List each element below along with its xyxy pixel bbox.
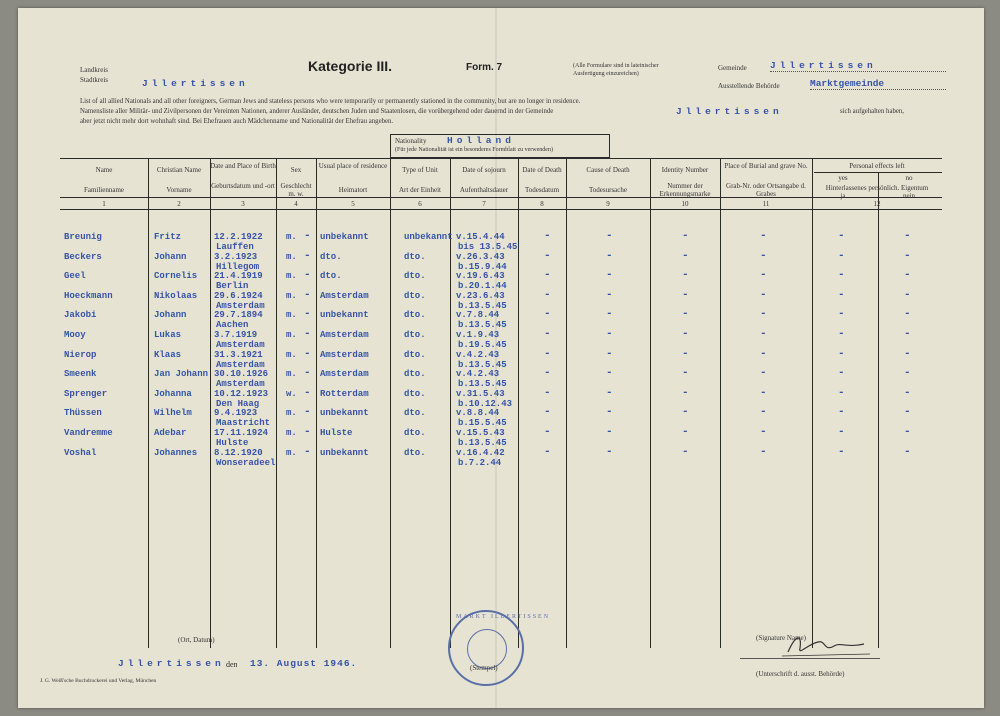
col4-de: Geschlecht m. w. — [280, 182, 312, 198]
cell-birth-date: 30.10.1926 — [214, 369, 269, 379]
dash-mark: - — [760, 367, 767, 379]
dash-mark: - — [904, 328, 911, 340]
dash-mark: - — [606, 269, 613, 281]
cell-unit: dto. — [404, 408, 426, 418]
dash-mark: - — [760, 446, 767, 458]
signature-name-label: (Signature Name) — [756, 634, 806, 642]
col4-num: 4 — [294, 200, 298, 208]
dash-mark: - — [904, 250, 911, 262]
dash-mark: - — [606, 328, 613, 340]
cell-sojourn-from: v.8.8.44 — [456, 408, 500, 418]
col10-de: Nummer der Erkennungsmarke — [659, 182, 711, 198]
col-divider-1 — [148, 158, 149, 648]
dash-mark: - — [904, 308, 911, 320]
dash-mark: - — [904, 446, 911, 458]
dash-mark: - — [904, 406, 911, 418]
cell-vorname: Wilhelm — [154, 408, 192, 418]
col12-yes: yes — [838, 174, 848, 182]
dash-mark: - — [304, 289, 311, 301]
cell-residence: unbekannt — [320, 310, 369, 320]
cell-sex: m. — [286, 271, 297, 281]
cell-sojourn-from: v.4.2.43 — [456, 350, 500, 360]
cell-residence: dto. — [320, 271, 342, 281]
col11-de: Grab-Nr. oder Ortsangabe d. Grabes — [726, 182, 806, 198]
cell-sojourn-from: v.7.8.44 — [456, 310, 500, 320]
cell-vorname: Fritz — [154, 232, 182, 242]
cell-sex: m. — [286, 369, 297, 379]
col7-de: Aufenthaltsdauer — [459, 186, 509, 194]
cell-birth-date: 29.6.1924 — [214, 291, 263, 301]
dash-mark: - — [544, 387, 551, 399]
dash-mark: - — [682, 348, 689, 360]
col8-num: 8 — [540, 200, 544, 208]
dash-mark: - — [760, 406, 767, 418]
dash-mark: - — [682, 426, 689, 438]
cell-birth-date: 31.3.1921 — [214, 350, 263, 360]
cell-vorname: Johann — [154, 310, 187, 320]
col11-en: Place of Burial and grave No. — [724, 162, 808, 170]
cell-sojourn-from: v.15.5.43 — [456, 428, 505, 438]
dash-mark: - — [838, 367, 845, 379]
col12-num: 12 — [873, 200, 881, 208]
col1-num: 1 — [102, 200, 106, 208]
footer-place: Jllertissen — [118, 658, 225, 669]
col2-en: Christian Name — [156, 166, 202, 174]
col5-de: Heimatort — [338, 186, 368, 194]
cell-vorname: Johanna — [154, 389, 192, 399]
behoerde-label: Ausstellende Behörde — [718, 82, 780, 90]
cell-sojourn-from: v.15.4.44 — [456, 232, 505, 242]
cell-name: Hoeckmann — [64, 291, 113, 301]
dash-mark: - — [760, 269, 767, 281]
dash-mark: - — [682, 446, 689, 458]
cell-birth-date: 10.12.1923 — [214, 389, 269, 399]
cell-birth-date: 8.12.1920 — [214, 448, 263, 458]
cell-birth-date: 3.2.1923 — [214, 252, 258, 262]
behoerde-value: Marktgemeinde — [810, 78, 946, 90]
cell-sojourn-to: b.13.5.45 — [458, 301, 507, 311]
form-number: Form. 7 — [466, 62, 503, 73]
cell-sex: m. — [286, 310, 297, 320]
cell-residence: Amsterdam — [320, 369, 369, 379]
col5-num: 5 — [351, 200, 355, 208]
col9-en: Cause of Death — [586, 166, 630, 174]
cell-birth-date: 3.7.1919 — [214, 330, 258, 340]
cell-unit: dto. — [404, 271, 426, 281]
col-divider-9 — [650, 158, 651, 648]
cell-unit: unbekannt — [404, 232, 453, 242]
col5-en: Usual place of residence — [318, 162, 388, 170]
cell-unit: dto. — [404, 330, 426, 340]
cell-name: Smeenk — [64, 369, 97, 379]
cell-unit: dto. — [404, 428, 426, 438]
cell-unit: dto. — [404, 448, 426, 458]
dash-mark: - — [606, 348, 613, 360]
col3-en: Date and Place of Birth — [210, 162, 276, 170]
cell-residence: unbekannt — [320, 448, 369, 458]
dash-mark: - — [606, 367, 613, 379]
ort-datum-label: (Ort, Datum) — [178, 636, 215, 644]
dash-mark: - — [304, 230, 311, 242]
cell-unit: dto. — [404, 291, 426, 301]
cell-sojourn-to: b.7.2.44 — [458, 458, 502, 468]
dash-mark: - — [760, 328, 767, 340]
cell-birth-date: 21.4.1919 — [214, 271, 263, 281]
col-divider-5 — [390, 158, 391, 648]
cell-vorname: Jan Johann — [154, 369, 209, 379]
dash-mark: - — [544, 348, 551, 360]
cell-name: Sprenger — [64, 389, 108, 399]
stamp-emblem — [467, 629, 507, 669]
form-note: (Alle Formulare sind in lateinischer Ausfertigung einzureichen) — [573, 63, 659, 77]
col12-de: Hinterlassenes persönlich. Eigentum — [825, 184, 929, 192]
dash-mark: - — [304, 367, 311, 379]
footer-den: den — [226, 660, 238, 669]
col10-en: Identity Number — [661, 166, 709, 174]
intro-german-line2: aber jetzt nicht mehr dort wohnhaft sind. Bei Ehefrauen auch Mädchenname und Nationalität der Ehefrau angeben. — [80, 118, 394, 125]
cell-residence: Rotterdam — [320, 389, 369, 399]
signature-rule — [740, 658, 880, 659]
cell-birth-place: Berlin — [216, 281, 249, 291]
dash-mark: - — [304, 426, 311, 438]
cell-birth-place: Lauffen — [216, 242, 254, 252]
cell-sex: w. — [286, 389, 297, 399]
cell-birth-place: Den Haag — [216, 399, 260, 409]
dash-mark: - — [838, 250, 845, 262]
cell-name: Thüssen — [64, 408, 102, 418]
cell-sojourn-to: b.15.9.44 — [458, 262, 507, 272]
cell-sojourn-to: b.20.1.44 — [458, 281, 507, 291]
col-divider-12 — [878, 172, 879, 648]
cell-sex: m. — [286, 408, 297, 418]
gemeinde-value: Jllertissen — [770, 60, 946, 72]
dash-mark: - — [838, 348, 845, 360]
dash-mark: - — [304, 250, 311, 262]
dash-mark: - — [682, 269, 689, 281]
dash-mark: - — [544, 446, 551, 458]
dash-mark: - — [606, 250, 613, 262]
nationality-note: (Für jede Nationalität ist ein besonderes Formblatt zu verwenden) — [395, 147, 553, 153]
cell-birth-place: Amsterdam — [216, 360, 265, 370]
dash-mark: - — [760, 387, 767, 399]
col1-de: Familienname — [83, 186, 125, 194]
dash-mark: - — [682, 387, 689, 399]
col6-num: 6 — [418, 200, 422, 208]
dash-mark: - — [838, 387, 845, 399]
cell-name: Jakobi — [64, 310, 97, 320]
dash-mark: - — [838, 328, 845, 340]
cell-sex: m. — [286, 448, 297, 458]
cell-sojourn-from: v.23.6.43 — [456, 291, 505, 301]
cell-vorname: Johann — [154, 252, 187, 262]
unterschrift-label: (Unterschrift d. ausst. Behörde) — [756, 670, 845, 678]
cell-birth-date: 12.2.1922 — [214, 232, 263, 242]
col12-ja: ja — [840, 192, 846, 200]
cell-sojourn-from: v.26.3.43 — [456, 252, 505, 262]
cell-sojourn-to: b.13.5.45 — [458, 360, 507, 370]
dash-mark: - — [544, 367, 551, 379]
cell-sojourn-from: v.1.9.43 — [456, 330, 500, 340]
col-divider-4 — [316, 158, 317, 648]
intro-german-end: sich aufgehalten haben, — [840, 108, 904, 115]
dash-mark: - — [904, 230, 911, 242]
col7-num: 7 — [482, 200, 486, 208]
cell-sojourn-to: b.13.5.45 — [458, 438, 507, 448]
dash-mark: - — [838, 426, 845, 438]
col-divider-3 — [276, 158, 277, 648]
cell-sex: m. — [286, 252, 297, 262]
dash-mark: - — [838, 308, 845, 320]
col2-de: Vorname — [166, 186, 192, 194]
col-divider-7 — [518, 158, 519, 648]
intro-german: Namensliste aller Militär- und Zivilpersonen der Vereinten Nationen, anderer Ausländer, deutschen Juden und Staatenlosen, die vorübergehend oder dauernd in der Gemeinde — [80, 108, 554, 115]
cell-sojourn-to: b.19.5.45 — [458, 340, 507, 350]
dash-mark: - — [682, 289, 689, 301]
dash-mark: - — [838, 269, 845, 281]
dash-mark: - — [304, 348, 311, 360]
cell-sex: m. — [286, 232, 297, 242]
cell-birth-date: 17.11.1924 — [214, 428, 269, 438]
cell-birth-place: Amsterdam — [216, 379, 265, 389]
footer-date: 13. August 1946. — [250, 658, 358, 669]
cell-sojourn-to: bis 13.5.45 — [458, 242, 518, 252]
dash-mark: - — [838, 446, 845, 458]
dash-mark: - — [760, 308, 767, 320]
col3-de: Geburtsdatum und -ort — [211, 182, 275, 190]
cell-birth-place: Amsterdam — [216, 340, 265, 350]
cell-unit: dto. — [404, 310, 426, 320]
dash-mark: - — [304, 308, 311, 320]
dash-mark: - — [606, 406, 613, 418]
dash-mark: - — [904, 387, 911, 399]
table-top-rule — [60, 158, 942, 159]
cell-sojourn-from: v.4.2.43 — [456, 369, 500, 379]
intro-english: List of all allied Nationals and all other foreigners, German Jews and stateless persons who were temporarily or permanently stationed in the community, but are no longer in residence. — [80, 98, 581, 105]
cell-sojourn-to: b.13.5.45 — [458, 320, 507, 330]
cell-vorname: Johannes — [154, 448, 198, 458]
dash-mark: - — [682, 406, 689, 418]
dash-mark: - — [760, 348, 767, 360]
stadtkreis-label: Stadtkreis — [80, 76, 108, 84]
col9-de: Todesursache — [589, 186, 627, 194]
dash-mark: - — [304, 328, 311, 340]
col7-en: Date of sojourn — [462, 166, 506, 174]
dash-mark: - — [682, 250, 689, 262]
dash-mark: - — [838, 406, 845, 418]
stempel-label: (Stempel) — [470, 664, 498, 672]
cell-name: Vandremme — [64, 428, 113, 438]
dash-mark: - — [760, 230, 767, 242]
dash-mark: - — [904, 367, 911, 379]
dash-mark: - — [760, 250, 767, 262]
cell-name: Nierop — [64, 350, 97, 360]
cell-unit: dto. — [404, 350, 426, 360]
landkreis-value: Jllertissen — [142, 78, 249, 89]
cell-residence: Amsterdam — [320, 291, 369, 301]
dash-mark: - — [544, 328, 551, 340]
dash-mark: - — [682, 328, 689, 340]
dash-mark: - — [606, 387, 613, 399]
cell-sojourn-to: b.13.5.45 — [458, 379, 507, 389]
dash-mark: - — [682, 367, 689, 379]
dash-mark: - — [682, 230, 689, 242]
col4-en: Sex — [290, 166, 302, 174]
col1-en: Name — [95, 166, 113, 174]
col10-num: 10 — [681, 200, 689, 208]
cell-birth-date: 29.7.1894 — [214, 310, 263, 320]
cell-birth-place: Hulste — [216, 438, 249, 448]
cell-vorname: Klaas — [154, 350, 182, 360]
cell-sojourn-to: b.15.5.45 — [458, 418, 507, 428]
dash-mark: - — [760, 289, 767, 301]
cell-unit: dto. — [404, 389, 426, 399]
col-divider-2 — [210, 158, 211, 648]
dash-mark: - — [904, 289, 911, 301]
cell-sex: m. — [286, 350, 297, 360]
cell-unit: dto. — [404, 252, 426, 262]
cell-birth-date: 9.4.1923 — [214, 408, 258, 418]
cell-birth-place: Maastricht — [216, 418, 271, 428]
cell-sex: m. — [286, 291, 297, 301]
cell-residence: Amsterdam — [320, 330, 369, 340]
dash-mark: - — [304, 269, 311, 281]
col2-num: 2 — [177, 200, 181, 208]
dash-mark: - — [904, 269, 911, 281]
dash-mark: - — [304, 387, 311, 399]
printer-note: J. G. Weiß'sche Buchdruckerei und Verlag, München — [40, 678, 157, 684]
cell-sojourn-from: v.16.4.42 — [456, 448, 505, 458]
dash-mark: - — [606, 230, 613, 242]
table-number-rule — [60, 209, 942, 210]
cell-sex: m. — [286, 330, 297, 340]
col3-num: 3 — [241, 200, 245, 208]
col12-nein: nein — [902, 192, 916, 200]
col6-de: Art der Einheit — [399, 186, 441, 194]
col-divider-10 — [720, 158, 721, 648]
dash-mark: - — [904, 426, 911, 438]
cell-name: Beckers — [64, 252, 102, 262]
intro-place: Jllertissen — [676, 106, 783, 117]
nationality-label: Nationality — [395, 137, 427, 145]
col8-de: Todesdatum — [524, 186, 560, 194]
cell-vorname: Lukas — [154, 330, 182, 340]
document-sheet — [18, 8, 984, 708]
dash-mark: - — [544, 308, 551, 320]
cell-vorname: Nikolaas — [154, 291, 198, 301]
dash-mark: - — [606, 289, 613, 301]
col-divider-8 — [566, 158, 567, 648]
cell-residence: Hulste — [320, 428, 353, 438]
cell-birth-place: Wonseradeel — [216, 458, 276, 468]
col11-num: 11 — [762, 200, 770, 208]
col9-num: 9 — [606, 200, 610, 208]
dash-mark: - — [606, 426, 613, 438]
cell-name: Geel — [64, 271, 86, 281]
stamp-text: MARKT ILLERTISSEN — [456, 614, 551, 620]
cell-residence: dto. — [320, 252, 342, 262]
dash-mark: - — [760, 426, 767, 438]
dash-mark: - — [606, 308, 613, 320]
col12-no: no — [905, 174, 913, 182]
dash-mark: - — [544, 289, 551, 301]
gemeinde-label: Gemeinde — [718, 64, 747, 72]
dash-mark: - — [904, 348, 911, 360]
cell-sojourn-from: v.19.6.43 — [456, 271, 505, 281]
dash-mark: - — [304, 446, 311, 458]
dash-mark: - — [838, 289, 845, 301]
dash-mark: - — [682, 308, 689, 320]
cell-residence: unbekannt — [320, 232, 369, 242]
nationality-value: Holland — [447, 135, 515, 146]
dash-mark: - — [544, 230, 551, 242]
cell-sex: m. — [286, 428, 297, 438]
cell-name: Voshal — [64, 448, 97, 458]
cell-sojourn-to: b.10.12.43 — [458, 399, 513, 409]
landkreis-label: Landkreis — [80, 66, 108, 74]
dash-mark: - — [606, 446, 613, 458]
dash-mark: - — [304, 406, 311, 418]
cell-name: Breunig — [64, 232, 102, 242]
col-divider-11 — [812, 158, 813, 648]
cell-birth-place: Amsterdam — [216, 301, 265, 311]
cell-sojourn-from: v.31.5.43 — [456, 389, 505, 399]
cell-birth-place: Hillegom — [216, 262, 260, 272]
cell-vorname: Adebar — [154, 428, 187, 438]
cell-residence: Amsterdam — [320, 350, 369, 360]
dash-mark: - — [838, 230, 845, 242]
dash-mark: - — [544, 406, 551, 418]
cell-unit: dto. — [404, 369, 426, 379]
cell-residence: unbekannt — [320, 408, 369, 418]
dash-mark: - — [544, 269, 551, 281]
official-stamp — [448, 610, 524, 686]
col8-en: Date of Death — [522, 166, 562, 174]
dash-mark: - — [544, 250, 551, 262]
cell-name: Mooy — [64, 330, 86, 340]
cell-vorname: Cornelis — [154, 271, 198, 281]
cell-birth-place: Aachen — [216, 320, 249, 330]
nationality-box — [390, 134, 610, 158]
col12-en: Personal effects left — [849, 162, 905, 170]
col6-en: Type of Unit — [402, 166, 438, 174]
dash-mark: - — [544, 426, 551, 438]
page-title: Kategorie III. — [308, 58, 393, 74]
